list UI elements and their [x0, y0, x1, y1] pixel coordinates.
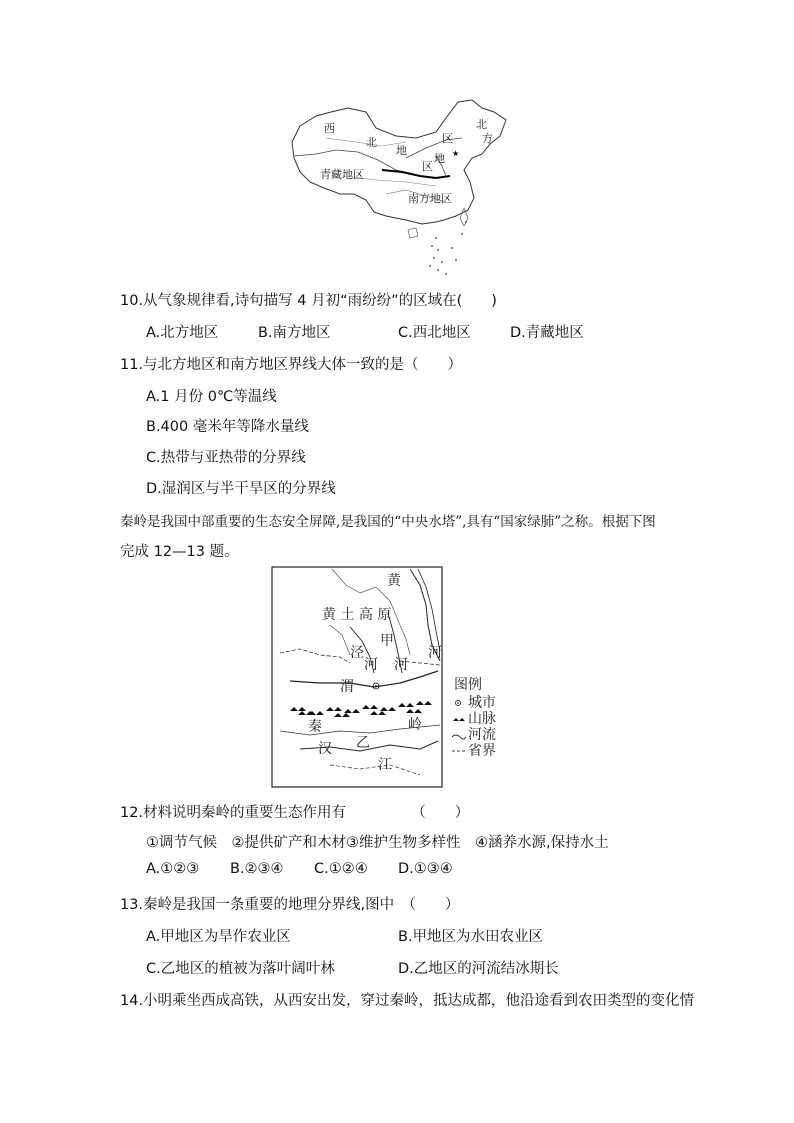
q10-option-b[interactable]: B.南方地区 — [258, 325, 331, 341]
map1-label-fang: 方 — [482, 132, 493, 145]
q10-option-d[interactable]: D.青藏地区 — [510, 325, 584, 341]
map1-label-qingzang: 青藏地区 — [320, 168, 364, 181]
legend-river-icon — [452, 735, 466, 739]
china-regions-map — [286, 98, 508, 280]
q12-items: ①调节气候 ②提供矿产和木材③维护生物多样性 ④涵养水源,保持水土 — [146, 835, 609, 851]
wei-river — [290, 671, 438, 687]
q13-stem: 13.秦岭是我国一条重要的地理分界线,图中 （ ） — [120, 897, 460, 913]
map1-label-xi: 西 — [324, 122, 335, 135]
q11-option-d[interactable]: D.湿润区与半干旱区的分界线 — [146, 481, 336, 497]
intro-line-2: 完成 12—13 题。 — [120, 544, 239, 560]
map2-label-he3: 河 — [428, 645, 442, 661]
south-sea-islands — [429, 221, 467, 275]
q10-stem: 10.从气象规律看,诗句描写 4 月初“雨纷纷”的区域在( ) — [120, 293, 497, 309]
map1-label-bei2: 北 — [476, 118, 487, 131]
map2-label-qin: 秦 — [308, 719, 322, 735]
q13-option-c[interactable]: C.乙地区的植被为落叶阔叶林 — [146, 961, 335, 977]
qinling-map — [270, 565, 530, 789]
q10-option-a[interactable]: A.北方地区 — [146, 325, 219, 341]
map2-label-yi: 乙 — [356, 735, 370, 751]
q12-option-d[interactable]: D.①③④ — [398, 861, 453, 877]
north-south-divide — [382, 170, 450, 178]
china-outline — [292, 100, 506, 224]
q13-option-d[interactable]: D.乙地区的河流结冰期长 — [398, 961, 559, 977]
map2-label-han: 汉 — [318, 741, 332, 757]
capital-star-icon: ★ — [452, 149, 460, 158]
map1-label-qu1: 区 — [442, 132, 453, 145]
map2-label-huangtu: 黄 土 高 原 — [322, 607, 392, 623]
map2-label-huang: 黄 — [387, 573, 401, 589]
map2-label-ling: 岭 — [408, 717, 422, 733]
qinling-map-frame — [272, 567, 442, 787]
legend-mountain-icon — [453, 718, 465, 721]
q11-option-b[interactable]: B.400 毫米年等降水量线 — [146, 419, 309, 435]
map2-label-jia: 甲 — [380, 633, 394, 649]
map1-label-bei1: 北 — [366, 136, 377, 149]
legend-title: 图例 — [454, 677, 482, 693]
map1-label-di2: 地 — [434, 152, 445, 165]
q12-stem: 12.材料说明秦岭的重要生态作用有 （ ） — [120, 805, 470, 821]
legend-city: 城市 — [468, 695, 496, 711]
legend-river: 河流 — [468, 727, 496, 743]
q11-option-a[interactable]: A.1 月份 0℃等温线 — [146, 389, 277, 405]
legend-mountain: 山脉 — [468, 711, 496, 727]
map1-label-di1: 地 — [396, 144, 407, 157]
q10-option-c[interactable]: C.西北地区 — [398, 325, 471, 341]
map1-label-qu2: 区 — [422, 160, 433, 173]
q13-option-b[interactable]: B.甲地区为水田农业区 — [398, 929, 544, 945]
qinling-mountain-range — [290, 701, 432, 717]
map2-label-he2: 河 — [394, 657, 408, 673]
map1-label-nanfang: 南方地区 — [408, 192, 452, 205]
intro-line-1: 秦岭是我国中部重要的生态安全屏障,是我国的“中央水塔”,具有“国家绿肺”之称。根据下图 — [120, 514, 656, 530]
map2-label-jing: 泾 — [350, 645, 364, 661]
map2-label-wei: 渭 — [340, 679, 354, 695]
q12-option-a[interactable]: A.①②③ — [146, 861, 200, 877]
map2-legend — [452, 677, 496, 759]
map2-label-he1: 河 — [364, 657, 378, 673]
q12-option-b[interactable]: B.②③④ — [230, 861, 284, 877]
map2-label-jiang: 江 — [378, 757, 392, 773]
q14-stem: 14.小明乘坐西成高铁，从西安出发，穿过秦岭，抵达成都，他沿途看到农田类型的变化情 — [120, 993, 695, 1009]
q11-stem: 11.与北方地区和南方地区界线大体一致的是（ ） — [120, 357, 463, 373]
legend-boundary: 省界 — [468, 743, 496, 759]
q12-option-c[interactable]: C.①②④ — [314, 861, 368, 877]
q13-option-a[interactable]: A.甲地区为旱作农业区 — [146, 929, 291, 945]
q11-option-c[interactable]: C.热带与亚热带的分界线 — [146, 450, 306, 466]
